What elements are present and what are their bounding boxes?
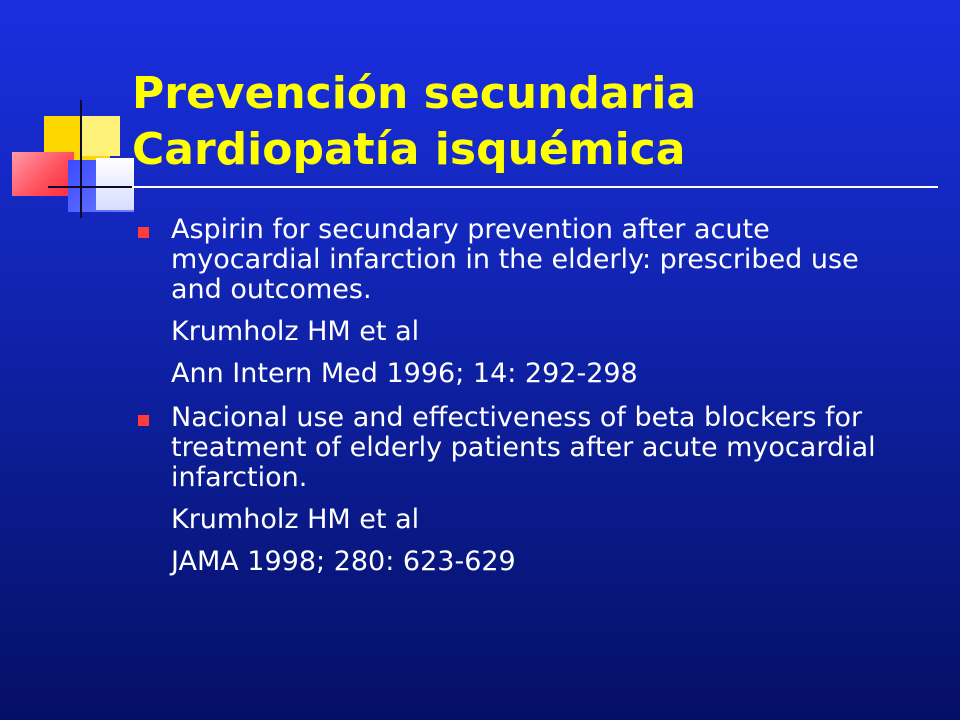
logo-horizontal-line — [48, 186, 134, 188]
title-line-1: Prevención secundaria — [132, 68, 697, 119]
bullet-square-icon — [138, 415, 149, 426]
light-yellow-square — [80, 116, 120, 156]
reference-authors: Krumholz HM et al — [171, 316, 420, 347]
title-divider — [132, 186, 938, 188]
reference-citation: Ann Intern Med 1996; 14: 292-298 — [171, 358, 638, 389]
white-square — [96, 158, 134, 210]
reference-authors: Krumholz HM et al — [171, 504, 420, 535]
reference-title: Aspirin for secundary prevention after acute myocardial infarction in the elderly: prescribed use and outcomes. — [171, 214, 859, 305]
bullet-square-icon — [138, 227, 149, 238]
logo-vertical-line — [80, 100, 82, 218]
slide-content — [134, 215, 894, 577]
red-square — [12, 152, 74, 196]
bullet-item-1 — [134, 215, 894, 305]
title-line-2: Cardiopatía isquémica — [132, 124, 686, 175]
slide-title — [132, 66, 932, 178]
decorative-squares-logo — [0, 0, 150, 230]
reference-citation: JAMA 1998; 280: 623-629 — [171, 546, 516, 577]
reference-title: Nacional use and effectiveness of beta blockers for treatment of elderly patients after acute myocardial infarction. — [171, 402, 876, 493]
bullet-item-2 — [134, 403, 894, 493]
